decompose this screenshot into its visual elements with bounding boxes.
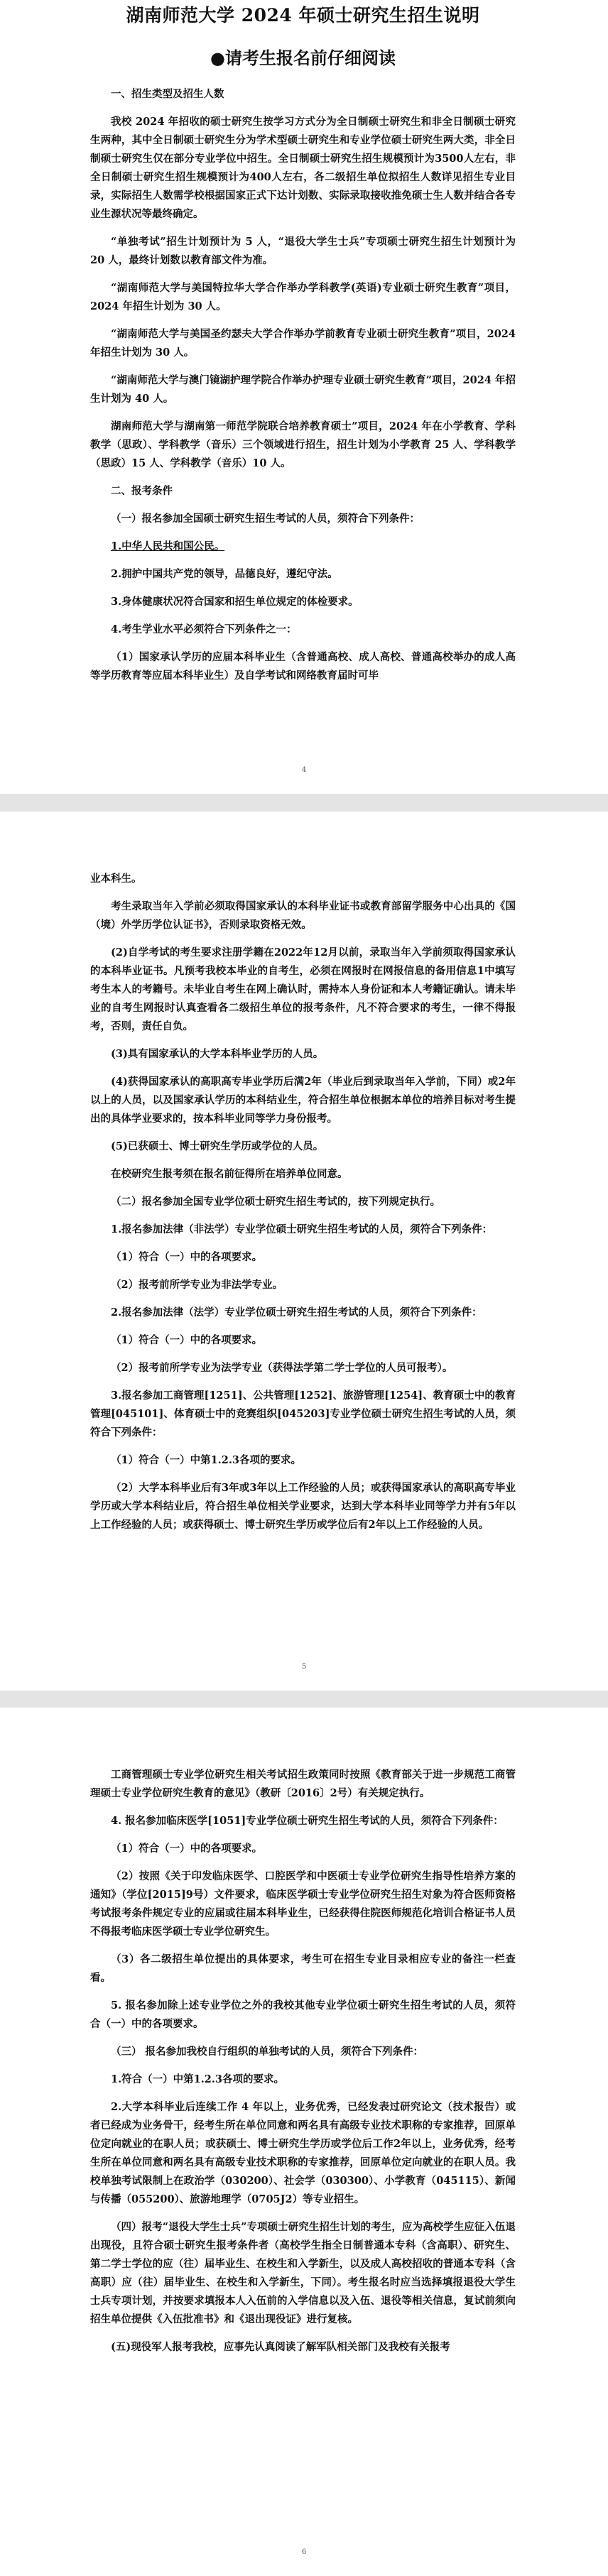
paragraph: （四）报考“退役大学生士兵”专项硕士研究生招生计划的考生，应为高校学生应征入伍退出现役，且符合硕士研究生报考条件者（高校学生指全日制普通本专科（含高职）、研究生、第二学士学位的应（往）届毕业生、在校生和入学新生，以及成人高校招收的普通本专科（含高职）应（往）届毕业生、在校生和入学新生，下同）。考生报名时应当选择填报退役大学生士兵专项计划，并按要求填报本人入伍前的入学信息以及入伍、退役等相关信息，复试前须向招生单位提供《入伍批准书》和《退出现役证》进行复核。 <box>90 2221 516 2325</box>
paragraph: 在校研究生报考须在报名前征得所在培养单位同意。 <box>111 1168 348 1180</box>
paragraph: (3)具有国家承认的大学本科毕业学历的人员。 <box>111 1048 324 1060</box>
document-page-1 <box>0 0 608 794</box>
page-1-body <box>90 85 516 685</box>
document-title: 湖南师范大学 2024 年硕士研究生招生说明 <box>126 5 480 26</box>
paragraph: 4.考生学业水平必须符合下列条件之一： <box>111 623 297 635</box>
document-page-2 <box>0 812 608 1691</box>
paragraph: 3.身体健康状况符合国家和招生单位规定的体检要求。 <box>111 596 359 608</box>
page-number: 6 <box>301 2548 307 2556</box>
paragraph: （2）报考前所学专业为法学专业（获得法学第二学士学位的人员可报考）。 <box>111 1362 453 1374</box>
paragraph: “湖南师范大学与美国特拉华大学合作举办学科教学(英语)专业硕士研究生教育”项目，2024 年招生计划为 30 人。 <box>90 282 516 312</box>
paragraph: 1.符合（一）中第1.2.3各项的要求。 <box>111 2073 284 2085</box>
paragraph: 工商管理硕士专业学位研究生相关考试招生政策同时按照《教育部关于进一步规范工商管理硕士专业学位研究生教育的意见》（教研〔2016〕2号）有关规定执行。 <box>90 1769 516 1799</box>
page-3-body <box>90 1766 516 2357</box>
paragraph: （1）符合（一）中的各项要求。 <box>111 1334 263 1346</box>
paragraph: （三） 报名参加我校自行组织的单独考试的人员，须符合下列条件： <box>111 2046 424 2058</box>
paragraph: “单独考试”招生计划预计为 5 人，“退役大学生士兵”专项硕士研究生招生计划预计为 20 人，最终计划数以教育部文件为准。 <box>90 236 516 266</box>
paragraph: 2.大学本科毕业后连续工作 4 年以上，业务优秀，已经发表过研究论文（技术报告）或者已经成为业务骨干，经考生所在单位同意和两名具有高级专业技术职称的专家推荐，回原单位定向就业的在职人员；或获硕士、博士研究生学历或学位后工作2年以上，业务优秀，经考生所在单位同意和两名具有高级专业技术职称的专家推荐，回原单位定向就业的在职人员。我校单独考试限制上在政治学（030200）、社会学（030300）、小学教育（045115）、新闻与传播（055200）、旅游地理学（0705J2）等专业招生。 <box>90 2101 516 2205</box>
document-subtitle: ●请考生报名前仔细阅读 <box>210 48 396 68</box>
paragraph: (五)现役军人报考我校，应事先认真阅读了解军队相关部门及我校有关报考 <box>111 2341 450 2353</box>
paragraph: 2.拥护中国共产党的领导，品德良好，遵纪守法。 <box>111 568 338 580</box>
paragraph: （2）大学本科毕业后有3年或3年以上工作经验的人员；或获得国家承认的高职高专毕业学历或大学本科结业后，符合招生单位相关学业要求，达到大学本科毕业同等学力并有5年以上工作经验的人员；或获得硕士、博士研究生学历或学位后有2年以上工作经验的人员。 <box>90 1482 516 1531</box>
paragraph: 二、报考条件 <box>111 485 173 497</box>
paragraph: 5. 报名参加除上述专业学位之外的我校其他专业学位硕士研究生招生考试的人员，须符合（一）中的各项要求。 <box>90 1999 516 2030</box>
paragraph: （1）国家承认学历的应届本科毕业生（含普通高校、成人高校、普通高校举办的成人高等学历教育等应届本科毕业生）及自学考试和网络教育届时可毕 <box>90 651 516 682</box>
paragraph: （二）报名参加全国专业学位硕士研究生招生考试的，按下列规定执行。 <box>111 1196 440 1208</box>
paragraph: 1.报名参加法律（非法学）专业学位硕士研究生招生考试的人员，须符合下列条件： <box>111 1223 493 1235</box>
paragraph: “湖南师范大学与澳门镜湖护理学院合作举办护理专业硕士研究生教育”项目，2024 年招生计划为 40 人。 <box>90 374 516 405</box>
page-number: 5 <box>301 1663 307 1671</box>
paragraph: （一）报名参加全国硕士研究生招生考试的人员，须符合下列条件： <box>111 513 420 525</box>
page-number: 4 <box>301 766 307 774</box>
paragraph: 我校 2024 年招收的硕士研究生按学习方式分为全日制硕士研究生和非全日制硕士研究生两种，其中全日制硕士研究生分为学术型硕士研究生和专业学位硕士研究生两大类，非全日制硕士研究生仅在部分专业学位中招生。全日制硕士研究生招生规模预计为3500人左右，非全日制硕士研究生招生规模预计为400人左右，各二级招生单位拟招生人数详见招生专业目录，实际招生人数需学校根据国家正式下达计划数、实际录取接收推免硕士生人数并结合各专业生源状况等最终确定。 <box>90 116 516 220</box>
paragraph: （1）符合（一）中第1.2.3各项的要求。 <box>111 1454 301 1466</box>
paragraph: 湖南师范大学与湖南第一师范学院联合培养教育硕士”项目，2024 年在小学教育、学科教学（思政）、学科教学（音乐）三个领域进行招生，招生计划为小学教育 25 人、学科教学（思政）15 人、学科教学（音乐）10 人。 <box>90 420 516 469</box>
page-2-body <box>90 870 516 1534</box>
paragraph: （1）符合（一）中的各项要求。 <box>111 1843 263 1855</box>
paragraph: 一、招生类型及招生人数 <box>111 88 224 100</box>
paragraph: 4. 报名参加临床医学[1051]专业学位硕士研究生招生考试的人员，须符合下列条件： <box>111 1815 504 1827</box>
paragraph: (5)已获硕士、博士研究生学历或学位的人员。 <box>111 1140 324 1152</box>
paragraph: “湖南师范大学与美国圣约瑟夫大学合作举办学前教育专业硕士研究生教育”项目，2024 年招生计划为 30 人。 <box>90 328 516 359</box>
paragraph: （2）报考前所学专业为非法学专业。 <box>111 1279 283 1291</box>
paragraph: 2.报名参加法律（法学）专业学位硕士研究生招生考试的人员，须符合下列条件： <box>111 1306 482 1319</box>
paragraph: (2)自学考试的考生要求注册学籍在2022年12月以前，录取当年入学前须取得国家承认的本科毕业证书。凡预考我校本毕业的自考生，必须在网报时在网报信息的备用信息1中填写考生本人的考籍号。未毕业自考生在网上确认时，需持本人身份证和本人考籍证确认。请未毕业的自考生网报时认真查看各二级招生单位的报考条件，凡不符合要求的考生，一律不得报考，否则，责任自负。 <box>90 946 516 1032</box>
paragraph: 业本科生。 <box>90 873 142 885</box>
paragraph: 1.中华人民共和国公民。 <box>111 540 225 552</box>
paragraph: （3）各二级招生单位提出的具体要求，考生可在招生专业目录相应专业的备注一栏查看。 <box>90 1953 516 1984</box>
paragraph: 3.报名参加工商管理[1251]、公共管理[1252]、旅游管理[1254]、教育硕士中的教育管理[045101]、体育硕士中的竞赛组织[045203]专业学位硕士研究生招生考试的人员，须符合下列条件： <box>90 1390 516 1439</box>
paragraph: （1）符合（一）中的各项要求。 <box>111 1251 263 1263</box>
paragraph: （2）按照《关于印发临床医学、口腔医学和中医硕士专业学位研究生指导性培养方案的通知》（学位[2015]9号）文件要求，临床医学硕士专业学位研究生招生对象为符合医师资格考试报考条件规定专业的应届或往届本科毕业生，已经获得住院医师规范化培训合格证书人员不得报考临床医学硕士专业学位研究生。 <box>90 1870 516 1938</box>
document-page-3 <box>0 1708 608 2576</box>
paragraph: (4)获得国家承认的高职高专毕业学历后满2年（毕业后到录取当年入学前，下同）或2年以上的人员，以及国家承认学历的本科结业生，符合招生单位根据本单位的培养目标对考生提出的具体学业要求的，按本科毕业同等学力身份报考。 <box>90 1076 516 1125</box>
paragraph: 考生录取当年入学前必须取得国家承认的本科毕业证书或教育部留学服务中心出具的《国（境）外学历学位认证书》，否则录取资格无效。 <box>90 900 516 931</box>
